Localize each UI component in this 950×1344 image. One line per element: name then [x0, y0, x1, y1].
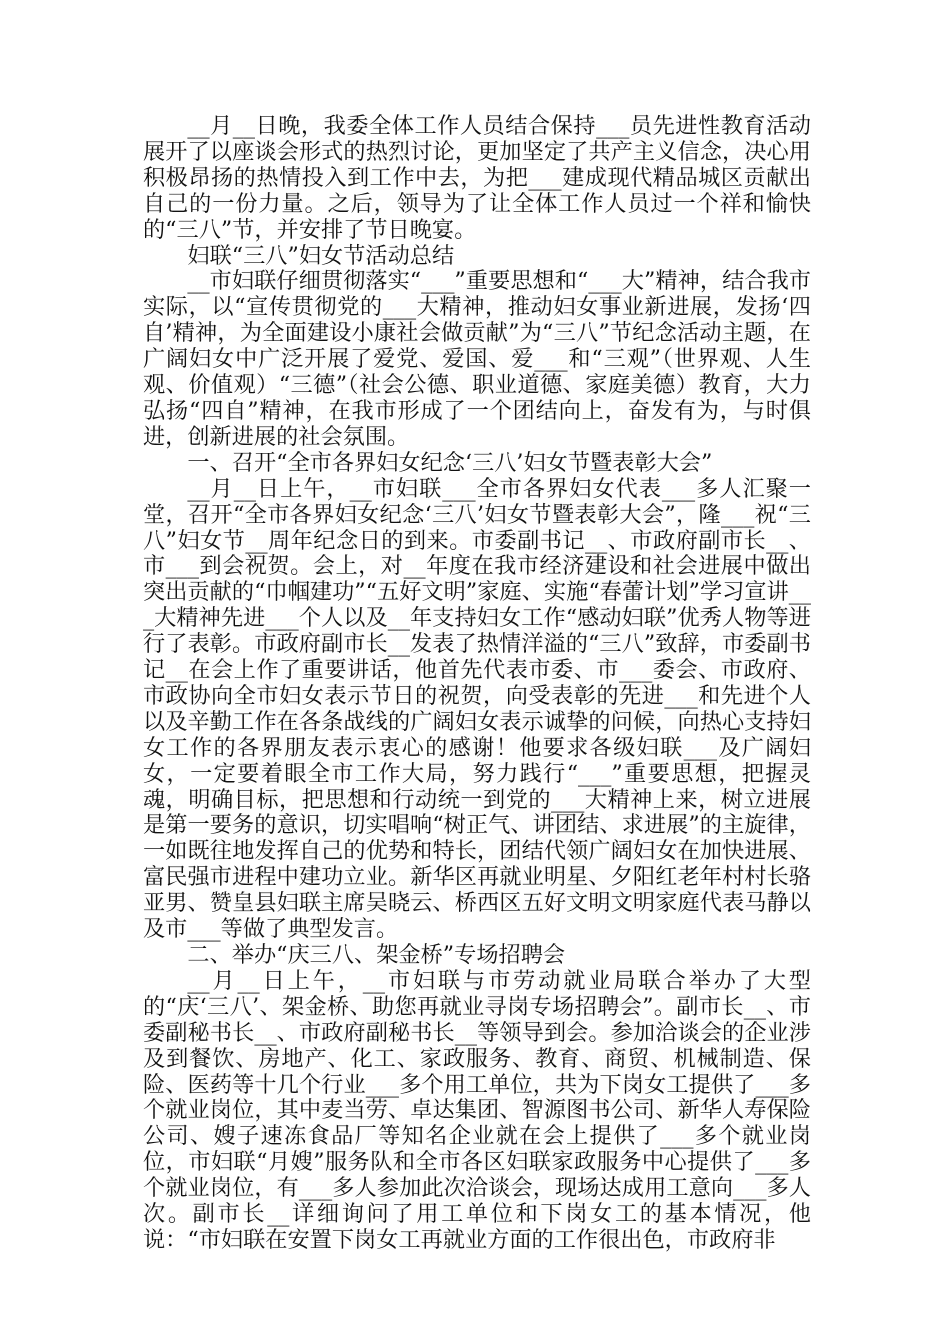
paragraph-overview: __市妇联仔细贯彻落实“___”重要思想和“___大”精神，结合我市实际，以“宣传贯彻党的___大精神，推动妇女事业新进展，发扬‘四自’精神，为全面建设小康社会做贡献”为“三八”节纪念活动主题，在广阔妇女中广泛开展了爱党、爱国、爱___和“三观”（世界观、人生观、价值观）“三德”（社会公德、职业道德、家庭美德）教育，大力弘扬“四自”精神，在我市形成了一个团结向上，奋发有为，与时俱进，创新进展的社会氛围。	[143, 268, 811, 450]
heading-section-one: 一、召开“全市各界妇女纪念‘三八’妇女节暨表彰大会”	[187, 449, 713, 476]
paragraph-section-one: __月__日上午，__市妇联___全市各界妇女代表___多人汇聚一堂，召开“全市各界妇女纪念‘三八’妇女节暨表彰大会”，隆___祝“三八”妇女节__周年纪念日的到来。市委副书记__、市政府副市长__、市___到会祝贺。会上，对__年度在我市经济建设和社会进展中做出突出贡献的“巾帼建功”“五好文明”家庭、实施“春蕾计划”学习宣讲___大精神先进___个人以及__年支持妇女工作“感动妇联”优秀人物等进行了表彰。市政府副市长__发表了热情洋溢的“三八”致辞，市委副书记__在会上作了重要讲话，他首先代表市委、市___委会、市政府、市政协向全市妇女表示节日的祝贺，向受表彰的先进___和先进个人以及辛勤工作在各条战线的广阔妇女表示诚挚的问候，向热心支持妇女工作的各界朋友表示衷心的感谢！他要求各级妇联___及广阔妇女，一定要着眼全市工作大局，努力践行“___”重要思想，把握灵魂，明确目标，把思想和行动统一到党的___大精神上来，树立进展是第一要务的意识，切实唱响“树正气、讲团结、求进展”的主旋律，一如既往地发挥自己的优势和特长，团结代领广阔妇女在加快进展、富民强市进程中建功立业。新华区再就业明星、夕阳红老年村村长骆亚男、赞皇县妇联主席吴晓云、桥西区五好文明文明家庭代表马静以及市___等做了典型发言。	[143, 475, 811, 943]
heading-section-two: 二、举办“庆三八、架金桥”专场招聘会	[187, 942, 566, 968]
section-title: 妇联“三八”妇女节活动总结	[187, 242, 455, 269]
paragraph-intro: __月__日晚，我委全体工作人员结合保持___员先进性教育活动展开了以座谈会形式的热烈讨论，更加坚定了共产主义信念，决心用积极昂扬的热情投入到工作中去，为把___建成现代精品城区贡献出自己的一份力量。之后，领导为了让全体工作人员过一个祥和愉快的“三八”节，并安排了节日晚宴。	[143, 113, 811, 243]
document-body	[143, 114, 811, 1254]
paragraph-section-two: __月__日上午，__市妇联与市劳动就业局联合举办了大型的“庆‘三八’、架金桥、助您再就业寻岗专场招聘会”。副市长__、市委副秘书长__、市政府副秘书长__等领导到会。参加洽谈会的企业涉及到餐饮、房地产、化工、家政服务、教育、商贸、机械制造、保险、医药等十几个行业___多个用工单位，共为下岗女工提供了___多个就业岗位，其中麦当劳、卓达集团、智源图书公司、新华人寿保险公司、嫂子速冻食品厂等知名企业就在会上提供了___多个就业岗位，市妇联“月嫂”服务队和全市各区妇联家政服务中心提供了___多个就业岗位，有___多人参加此次洽谈会，现场达成用工意向___多人次。副市长__详细询问了用工单位和下岗女工的基本情况，他说：“市妇联在安置下岗女工再就业方面的工作很出色，市政府非	[143, 967, 811, 1253]
